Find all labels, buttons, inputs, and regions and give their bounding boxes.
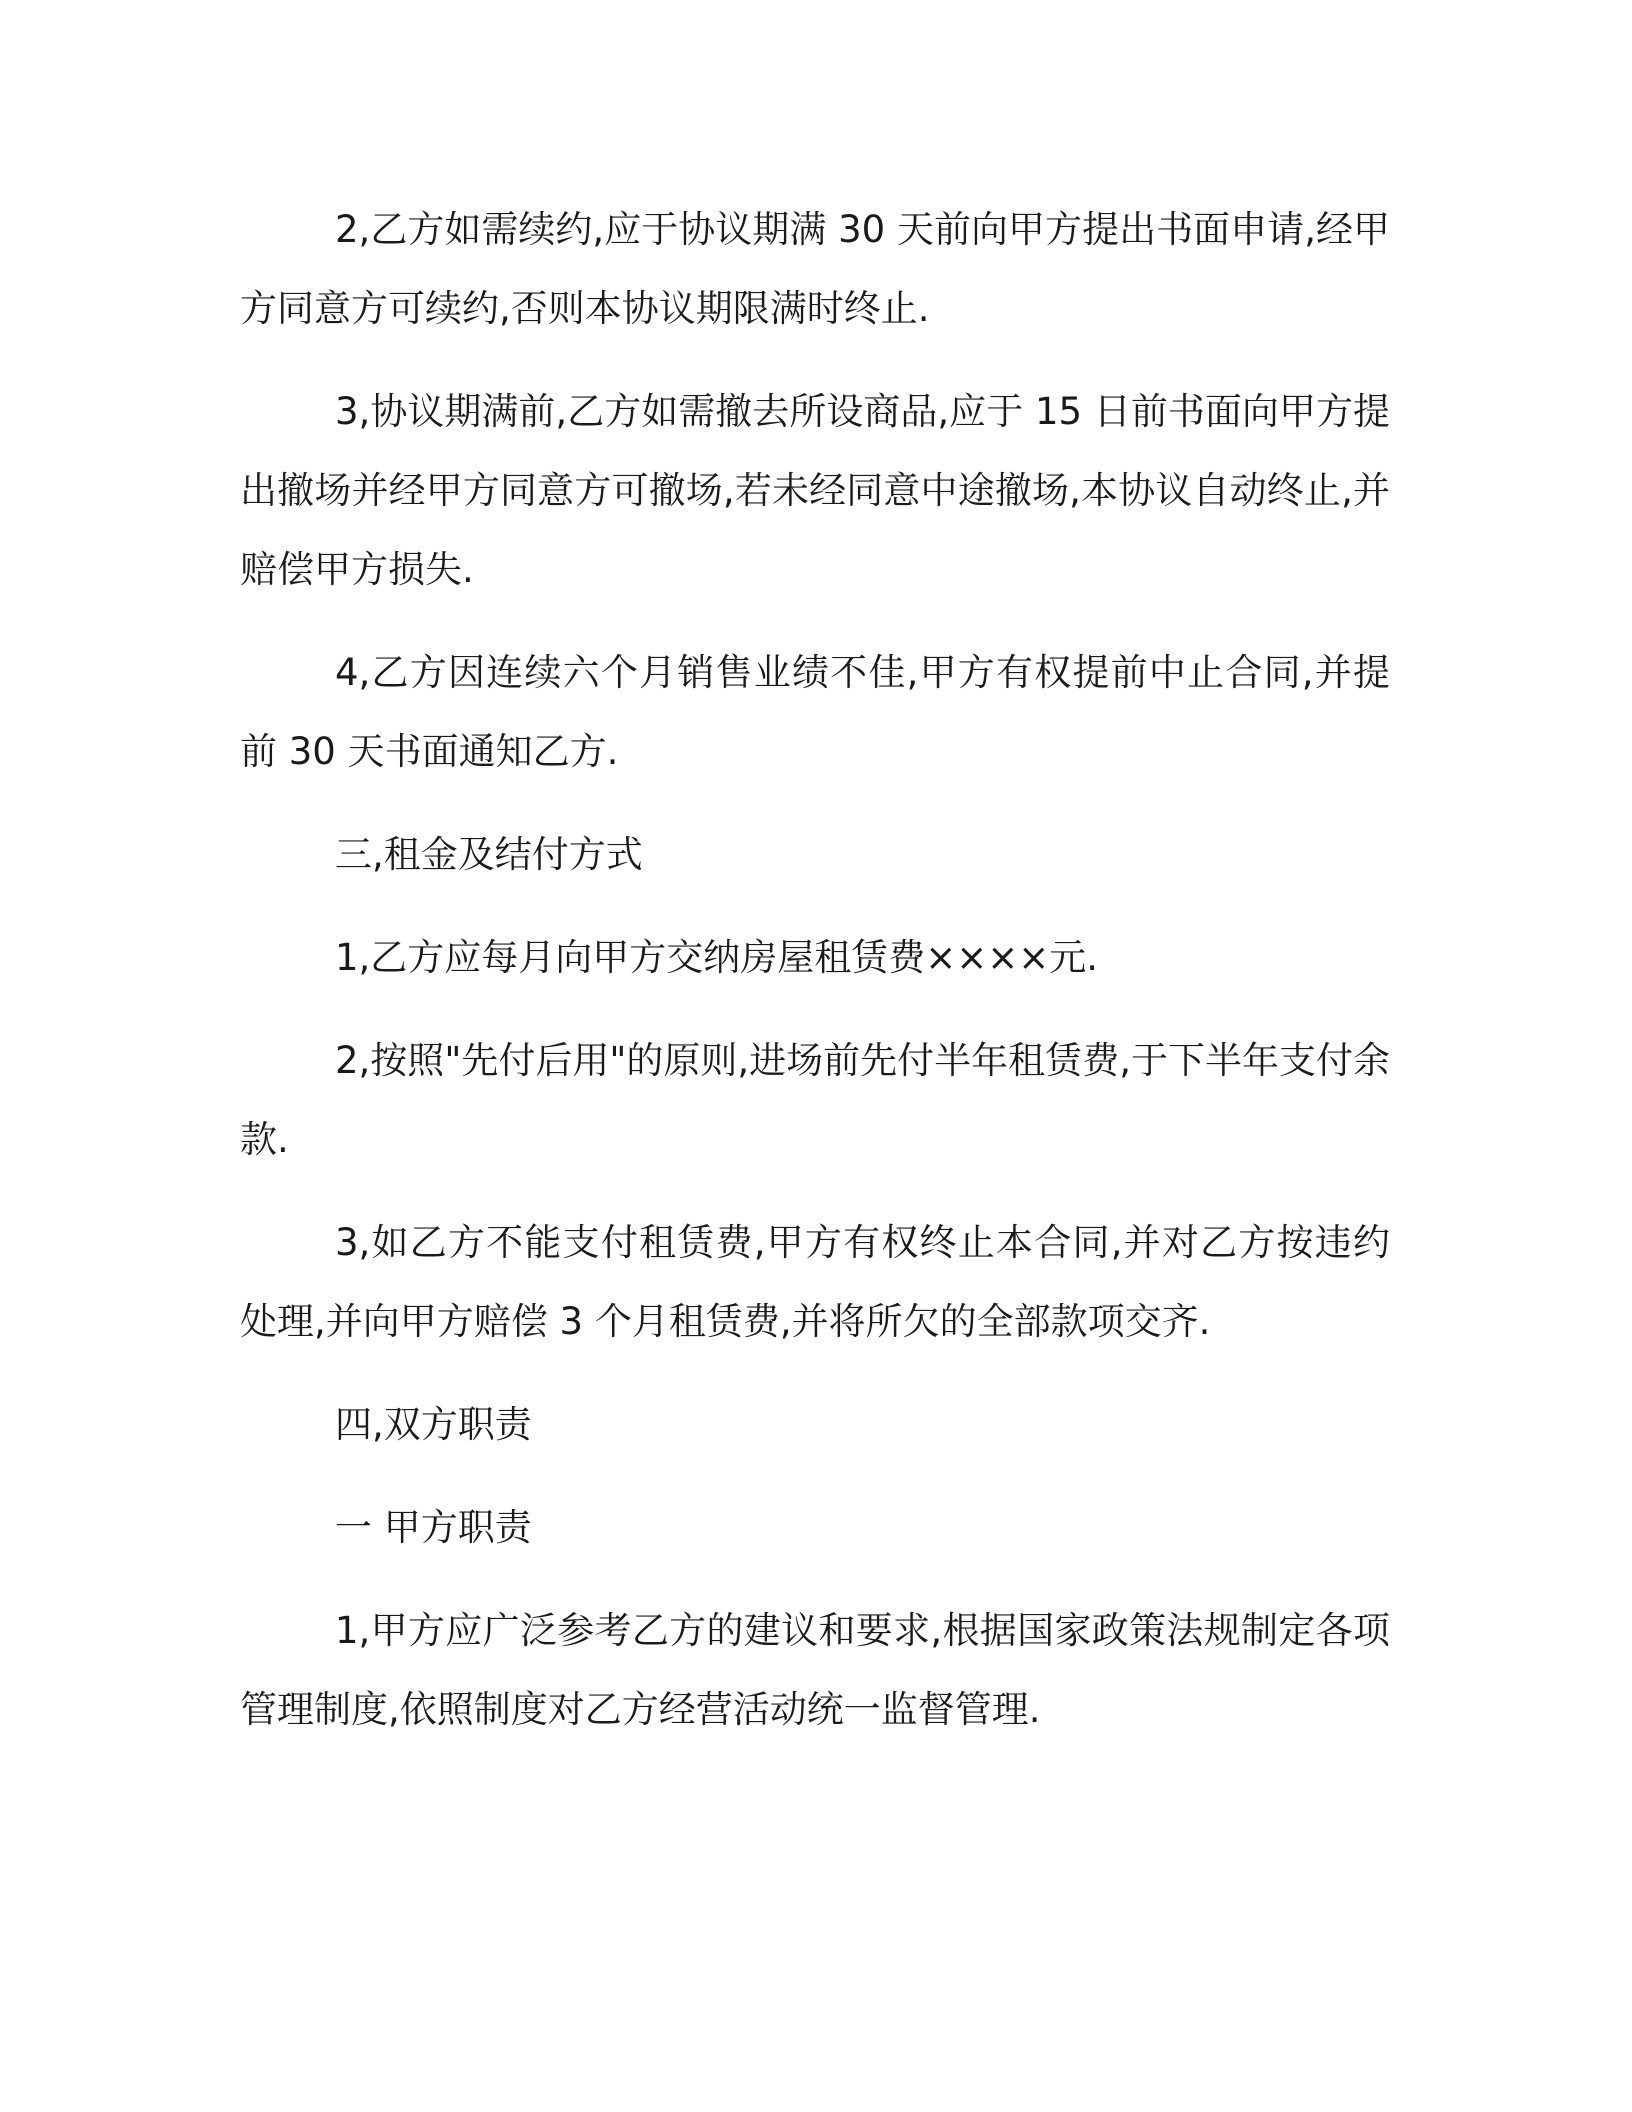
section-heading-duties: 四,双方职责 (335, 1403, 532, 1446)
paragraph-nonpayment: 3,如乙方不能支付租赁费,甲方有权终止本合同,并对乙方按违约处理,并向甲方赔偿 3 个月租赁费,并将所欠的全部款项交齐. (240, 1221, 1390, 1343)
paragraph-party-a-duty-1: 1,甲方应广泛参考乙方的建议和要求,根据国家政策法规制定各项管理制度,依照制度对乙方经营活动统一监督管理. (240, 1609, 1390, 1731)
paragraph-poor-performance: 4,乙方因连续六个月销售业绩不佳,甲方有权提前中止合同,并提前 30 天书面通知乙方. (240, 651, 1390, 773)
paragraph-early-withdrawal: 3,协议期满前,乙方如需撤去所设商品,应于 15 日前书面向甲方提出撤场并经甲方同意方可撤场,若未经同意中途撤场,本协议自动终止,并赔偿甲方损失. (240, 390, 1390, 591)
section-heading-rent: 三,租金及结付方式 (335, 833, 643, 876)
subsection-heading-party-a: 一 甲方职责 (335, 1506, 532, 1549)
paragraph-renewal: 2,乙方如需续约,应于协议期满 30 天前向甲方提出书面申请,经甲方同意方可续约,否则本协议期限满时终止. (240, 208, 1390, 330)
document-body (240, 190, 1390, 1773)
paragraph-monthly-rent: 1,乙方应每月向甲方交纳房屋租赁费××××元. (335, 936, 1099, 979)
paragraph-prepayment: 2,按照"先付后用"的原则,进场前先付半年租赁费,于下半年支付余款. (240, 1039, 1390, 1161)
